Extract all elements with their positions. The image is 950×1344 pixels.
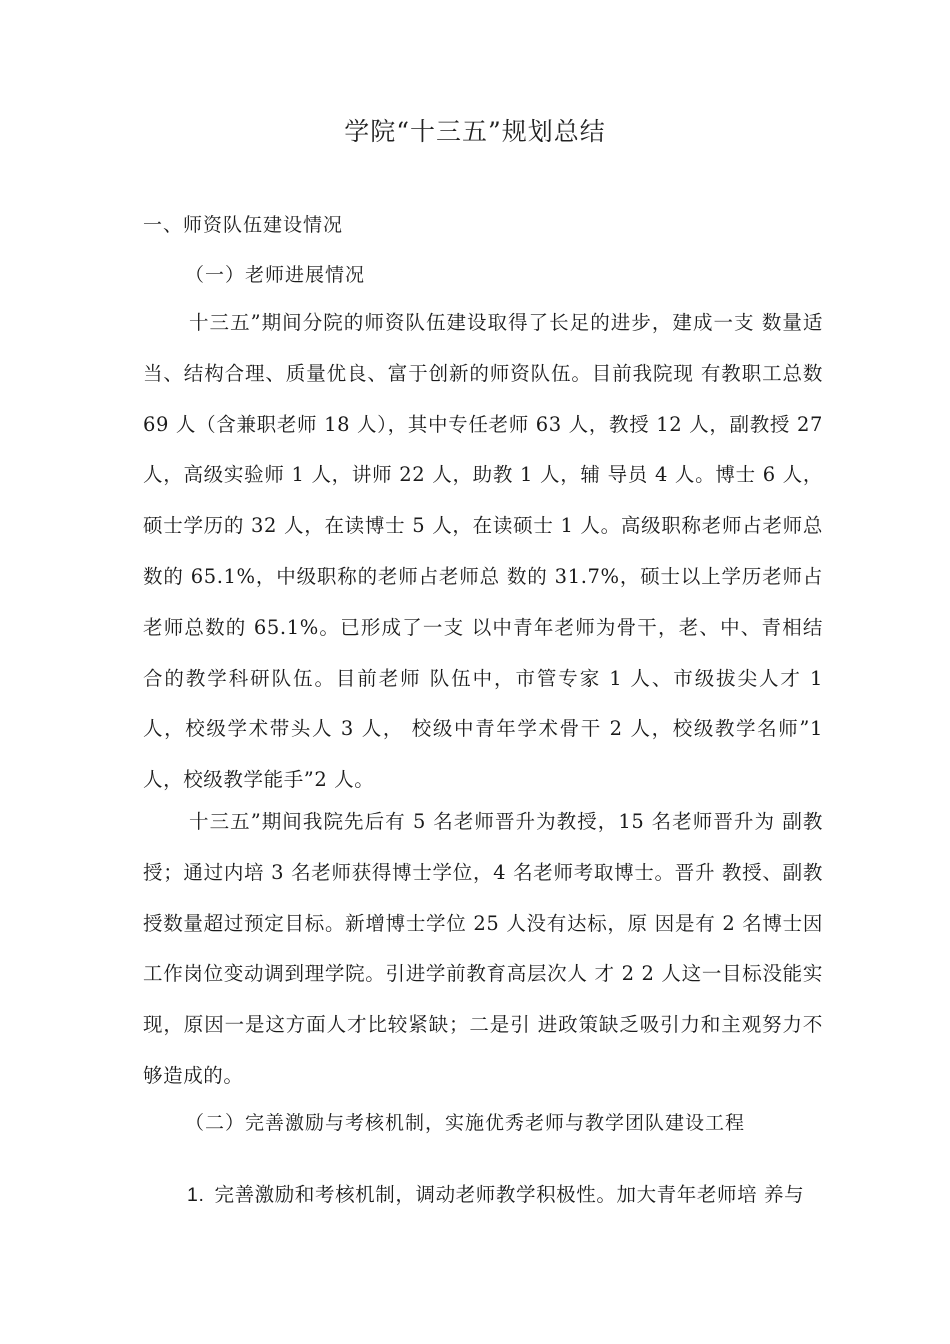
subsection-heading: （二）完善激励与考核机制，实施优秀老师与教学团队建设工程 [185,1112,746,1134]
subsection-heading: （一）老师进展情况 [185,264,366,286]
paragraph: 十三五”期间我院先后有 5 名老师晋升为教授，15 名老师晋升为 副教授；通过内培 3 名老师获得博士学位，4 名老师考取博士。晋升 教授、副教授数量超过预定目标。新增博士学位 25 人没有达标，原 因是有 2 名博士因工作岗位变动调到理学院。引进学前教育高层次人 才 2 2 人这一目标没能实现，原因一是这方面人才比较紧缺；二是引 进政策缺乏吸引力和主观努力不够造成的。 [143,810,823,1087]
paragraph: 十三五”期间分院的师资队伍建设取得了长足的进步，建成一支 数量适当、结构合理、质量优良、富于创新的师资队伍。目前我院现 有教职工总数 69 人（含兼职老师 18 人），其中专任老师 63 人，教授 12 人，副教授 27 人，高级实验师 1 人，讲师 22 人，助教 1 人，辅 导员 4 人。博士 6 人，硕士学历的 32 人，在读博士 5 人，在读硕士 1 人。高级职称老师占老师总数的 65.1%，中级职称的老师占老师总 数的 31.7%，硕士以上学历老师占老师总数的 65.1%。已形成了一支 以中青年老师为骨干，老、中、青相结合的教学科研队伍。目前老师 队伍中，市管专家 1 人、市级拔尖人才 1 人，校级学术带头人 3 人， 校级中青年学术骨干 2 人，校级教学名师”1 人，校级教学能手”2 人。 [143,311,823,792]
section-heading: 一、师资队伍建设情况 [143,214,344,236]
list-item [143,1170,823,1220]
document-title: 学院“十三五”规划总结 [344,117,606,146]
list-item-text: 完善激励和考核机制，调动老师教学积极性。加大青年老师培 养与 [214,1183,805,1206]
list-item-number: 1. [187,1184,205,1206]
